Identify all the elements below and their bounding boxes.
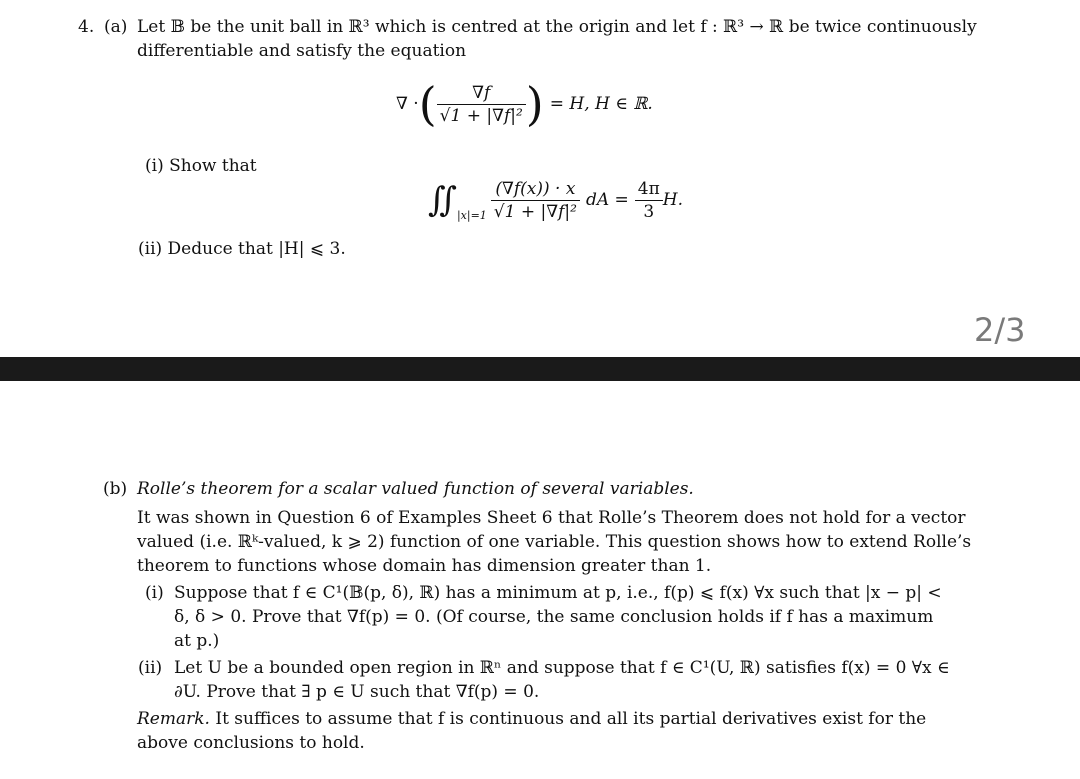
integral-domain: |x|=1 — [456, 209, 487, 222]
part-b-ii-label: (ii) — [138, 658, 163, 678]
page-indicator: 2/3 — [974, 311, 1026, 349]
remark-line1 — [137, 707, 926, 731]
eq2-mid: dA = — [585, 190, 629, 210]
problem-number: 4. — [78, 17, 95, 37]
part-b-para-line1: It was shown in Question 6 of Examples Sheet 6 that Rolle’s Theorem does not hold for a vector — [137, 508, 966, 528]
part-b-label: (b) — [103, 479, 128, 499]
part-b-i-label: (i) — [145, 583, 164, 603]
remark-text: It suffices to assume that f is continuous and all its partial derivatives exist for the — [215, 709, 927, 729]
part-a-i-text: (i) Show that — [145, 156, 257, 176]
part-b-i-line1: Suppose that f ∈ C¹(𝔹(p, δ), ℝ) has a minimum at p, i.e., f(p) ⩽ f(x) ∀x such that |x − p| < — [174, 583, 942, 603]
part-a-ii-text: (ii) Deduce that |H| ⩽ 3. — [138, 239, 346, 259]
part-b-ii-line2: ∂U. Prove that ∃ p ∈ U such that ∇f(p) = 0. — [174, 682, 540, 702]
part-b-para-line3: theorem to functions whose domain has dimension greater than 1. — [137, 556, 712, 576]
part-b-ii-line1: Let U be a bounded open region in ℝⁿ and suppose that f ∈ C¹(U, ℝ) satisfies f(x) = 0 ∀x ∈ — [174, 658, 950, 678]
part-a-label: (a) — [104, 17, 128, 37]
part-a-intro-line1: Let 𝔹 be the unit ball in ℝ³ which is centred at the origin and let f : ℝ³ → ℝ be twice continuously — [137, 17, 977, 37]
eq2-constant-fraction — [635, 178, 663, 223]
part-b-i-line2: δ, δ > 0. Prove that ∇f(p) = 0. (Of course, the same conclusion holds if f has a maximum — [174, 607, 934, 627]
eq1-numerator: ∇f — [437, 82, 526, 105]
eq1-right-paren: ) — [525, 77, 544, 131]
part-a-intro-line2: differentiable and satisfy the equation — [137, 41, 467, 61]
eq1-rhs: = H, H ∈ ℝ. — [549, 94, 653, 114]
remark-label: Remark. — [137, 709, 210, 729]
eq2-const-num: 4π — [635, 178, 663, 201]
remark-line2: above conclusions to hold. — [137, 733, 365, 753]
equation-surface-integral — [428, 172, 683, 228]
eq1-fraction — [437, 82, 526, 127]
eq1-nabla: ∇ · — [396, 94, 419, 114]
equation-divergence — [396, 74, 653, 134]
eq2-denominator: √1 + |∇f|² — [493, 201, 577, 222]
eq1-left-paren: ( — [418, 77, 437, 131]
eq2-const-den: 3 — [643, 201, 655, 222]
part-b-title: Rolle’s theorem for a scalar valued function of several variables. — [137, 479, 694, 499]
eq2-fraction — [491, 178, 580, 223]
eq1-denominator: √1 + |∇f|² — [439, 105, 523, 126]
part-b-para-line2: valued (i.e. ℝᵏ-valued, k ⩾ 2) function of one variable. This question shows how to extend Rolle’s — [137, 532, 972, 552]
eq2-end: H. — [662, 190, 683, 210]
page-divider — [0, 357, 1080, 381]
double-integral-sign: ∬ — [428, 180, 457, 220]
eq2-numerator: (∇f(x)) · x — [491, 178, 580, 201]
part-b-i-line3: at p.) — [174, 631, 220, 651]
